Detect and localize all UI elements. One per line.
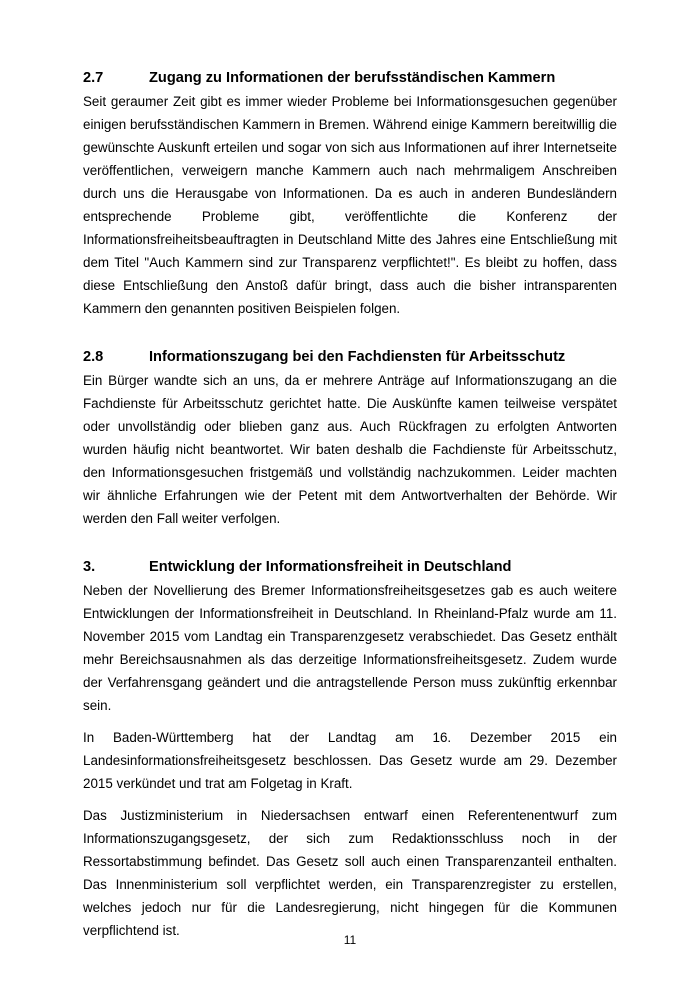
section-3 [83, 557, 617, 942]
document-page [83, 68, 617, 942]
section-heading [83, 347, 617, 367]
section-title: Zugang zu Informationen der berufsständischen Kammern [149, 70, 556, 86]
section-heading [83, 68, 617, 88]
paragraph: Seit geraumer Zeit gibt es immer wieder Probleme bei Informationsgesuchen gegenüber einigen berufsständischen Kammern in Bremen. Während einige Kammern bereitwillig die gewünschte Auskunft erteilen und sogar von sich aus Informationen auf ihrer Internetseite veröffentlichen, verweigern manche Kammern auch nach mehrmaligem Anschreiben durch uns die Herausgabe von Informationen. Da es auch in anderen Bundesländern entsprechende Probleme gibt, veröffentlichte die Konferenz der Informationsfreiheitsbeauftragten in Deutschland Mitte des Jahres eine Entschließung mit dem Titel "Auch Kammern sind zur Transparenz verpflichtet!". Es bleibt zu hoffen, dass diese Entschließung den Anstoß dafür bringt, dass auch die bisher intransparenten Kammern den genannten positiven Beispielen folgen. [83, 94, 617, 316]
section-number: 2.8 [83, 349, 104, 365]
section-title: Informationszugang bei den Fachdiensten für Arbeitsschutz [149, 349, 566, 365]
paragraph: Neben der Novellierung des Bremer Informationsfreiheitsgesetzes gab es auch weitere Entwicklungen der Informationsfreiheit in Deutschland. In Rheinland-Pfalz wurde am 11. November 2015 vom Landtag ein Transparenzgesetz verabschiedet. Das Gesetz enthält mehr Bereichsausnahmen als das derzeitige Informationsfreiheitsgesetz. Zudem wurde der Verfahrensgang geändert und die antragstellende Person muss zukünftig erkennbar sein. [83, 583, 617, 713]
section-2-7 [83, 68, 617, 320]
paragraph: In Baden-Württemberg hat der Landtag am 16. Dezember 2015 ein Landesinformationsfreiheitsgesetz beschlossen. Das Gesetz wurde am 29. Dezember 2015 verkündet und trat am Folgetag in Kraft. [83, 730, 617, 791]
paragraph: Ein Bürger wandte sich an uns, da er mehrere Anträge auf Informationszugang an die Fachdienste für Arbeitsschutz gerichtet hatte. Die Auskünfte kamen teilweise verspätet oder unvollständig oder blieben ganz aus. Auch Rückfragen zu erfolgten Antworten wurden häufig nicht beantwortet. Wir baten deshalb die Fachdienste für Arbeitsschutz, den Informationsgesuchen fristgemäß und vollständig nachzukommen. Leider machten wir ähnliche Erfahrungen wie der Petent mit dem Antwortverhalten der Behörde. Wir werden den Fall weiter verfolgen. [83, 373, 617, 526]
section-title: Entwicklung der Informationsfreiheit in Deutschland [149, 559, 512, 575]
page-number: 11 [343, 933, 357, 947]
paragraph: Das Justizministerium in Niedersachsen entwarf einen Referentenentwurf zum Informationszugangsgesetz, der sich zum Redaktionsschluss noch in der Ressortabstimmung befindet. Das Gesetz soll auch einen Transparenzanteil enthalten. Das Innenministerium soll verpflichtet werden, ein Transparenzregister zu erstellen, welches jedoch nur für die Landesregierung, nicht hingegen für die Kommunen verpflichtend ist. [83, 808, 617, 938]
section-number: 2.7 [83, 70, 104, 86]
section-heading [83, 557, 617, 577]
section-2-8 [83, 347, 617, 530]
section-number: 3. [83, 559, 96, 575]
